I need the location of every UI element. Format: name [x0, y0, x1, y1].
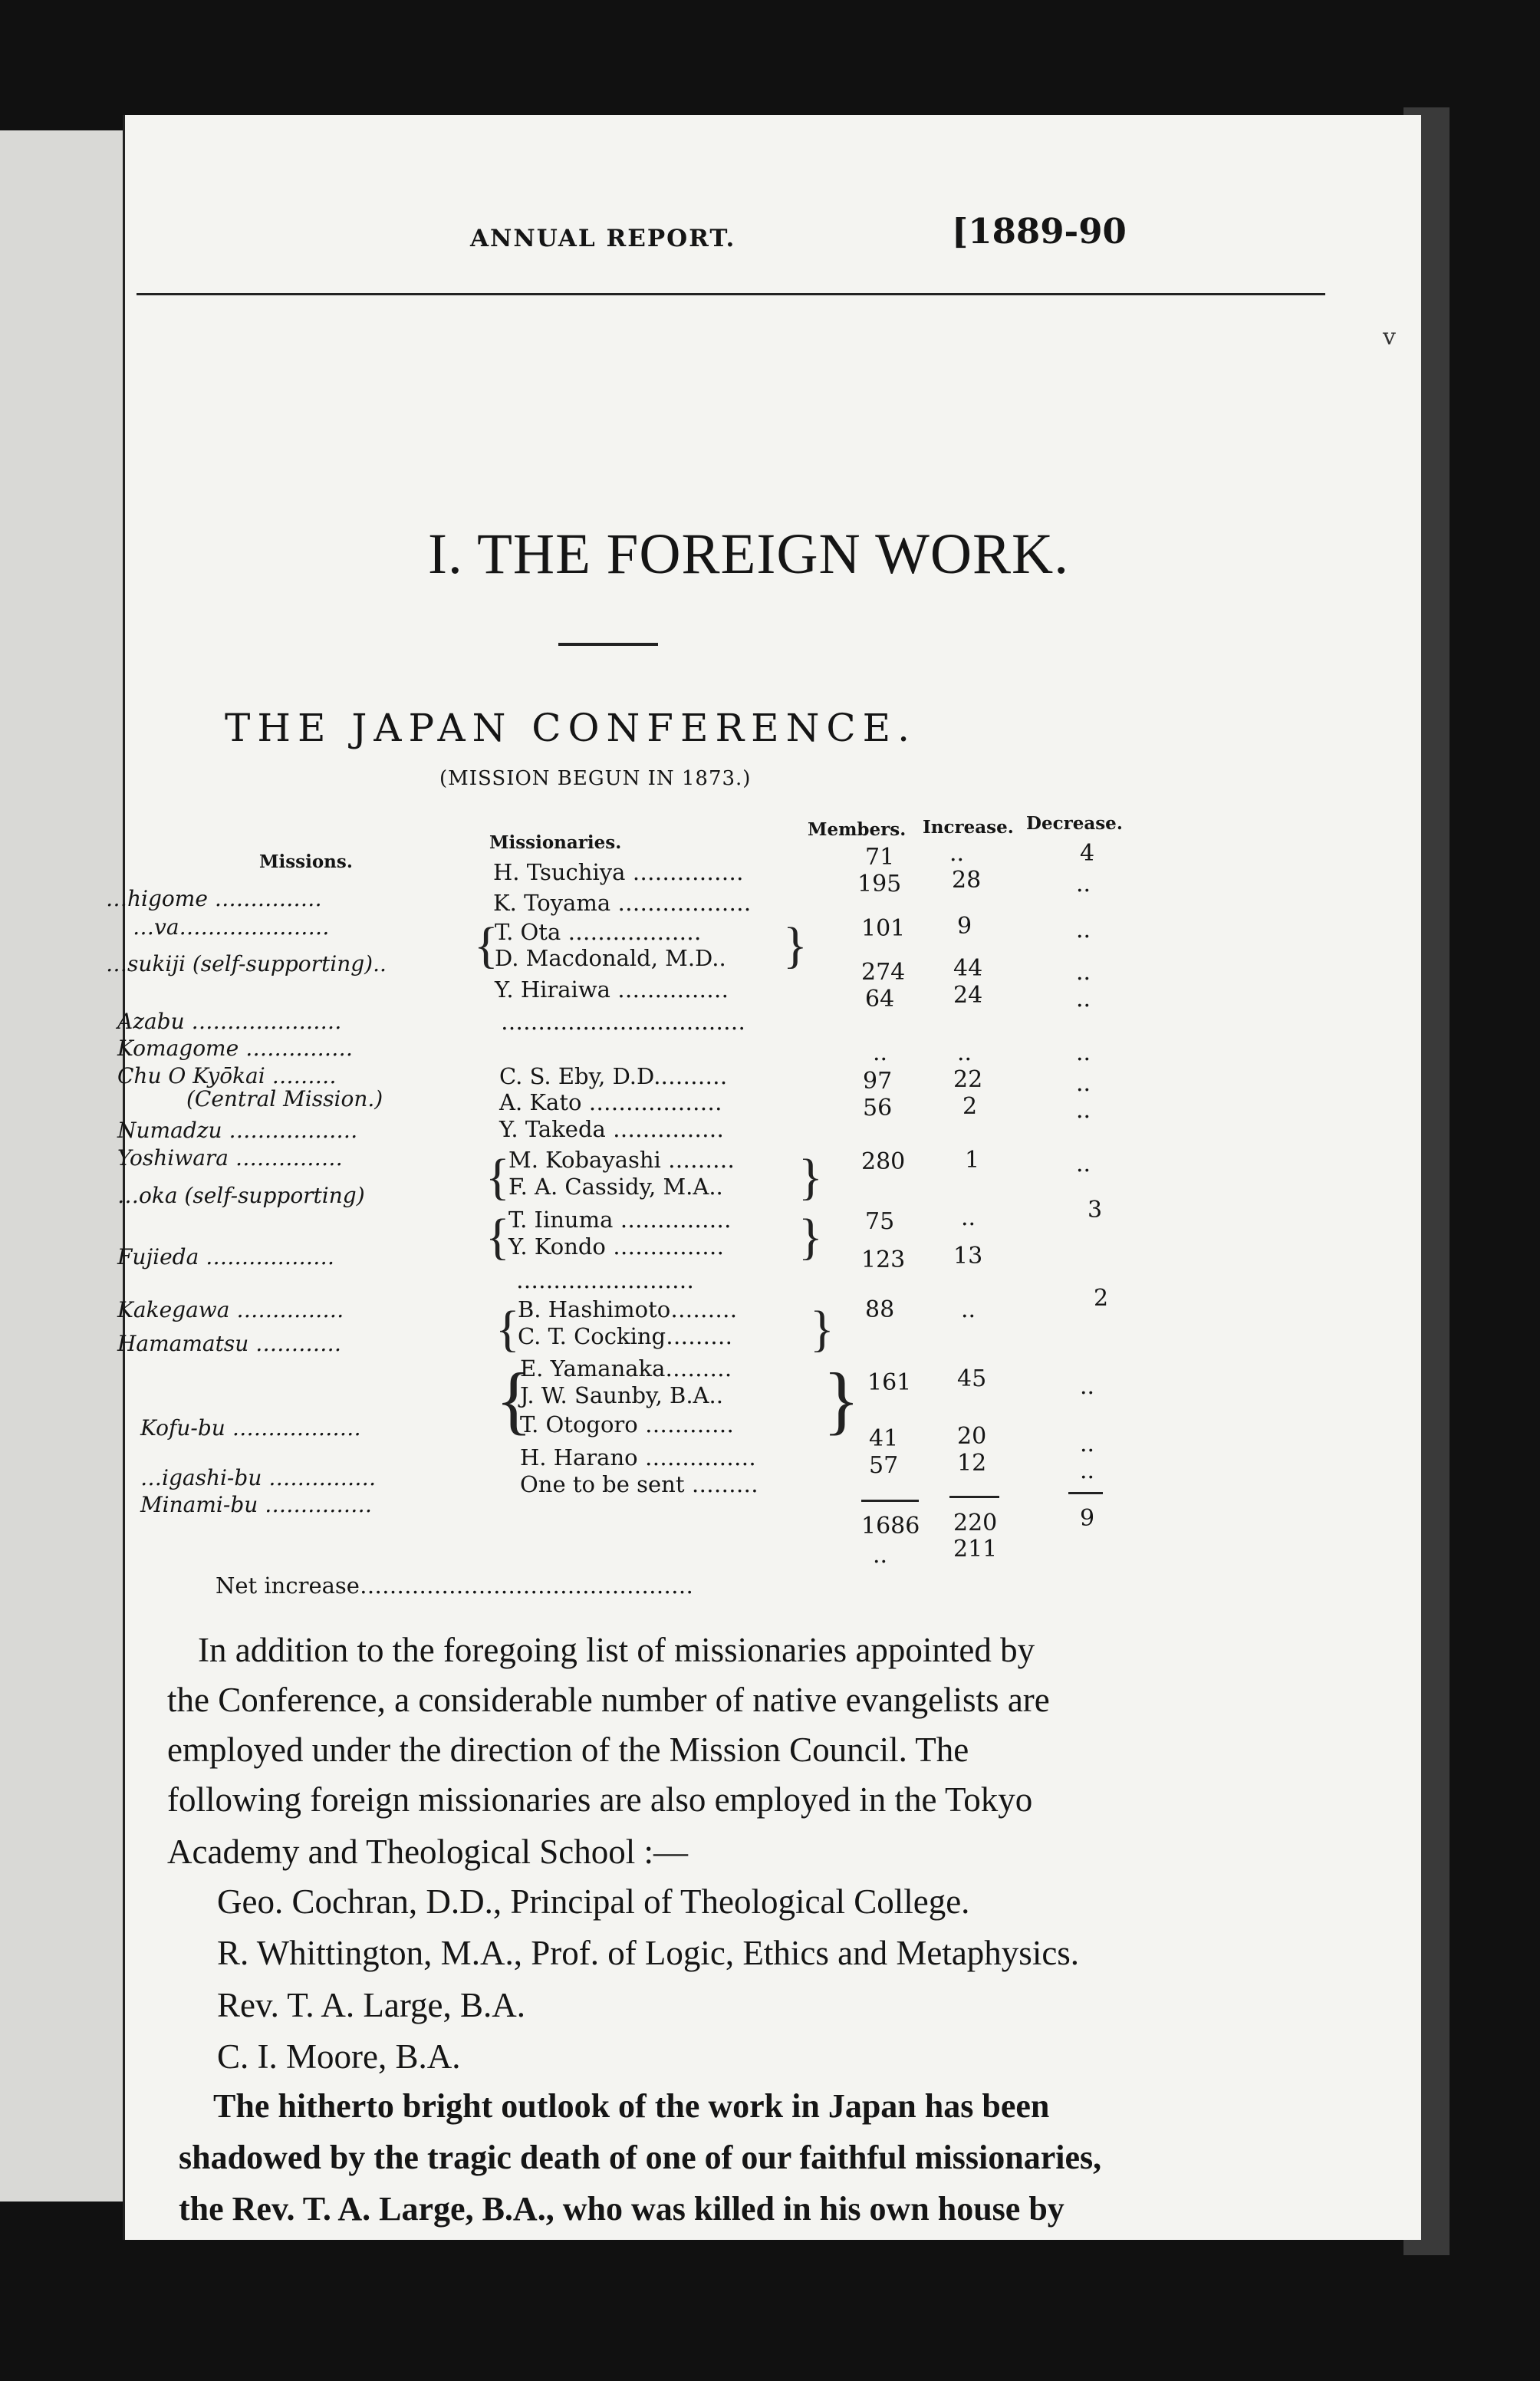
- mission-name: …higome ……………: [106, 886, 322, 911]
- decrease-value: ..: [1076, 1151, 1091, 1177]
- decrease-value: ..: [1076, 917, 1091, 944]
- paragraph-line: The hitherto bright outlook of the work in Japan has been: [213, 2087, 1050, 2125]
- missionary-name: J. W. Saunby, B.A..: [520, 1382, 723, 1408]
- decrease-value: ..: [1076, 1070, 1091, 1097]
- sum-rule: [861, 1500, 919, 1502]
- members-value: 57: [869, 1452, 899, 1479]
- decrease-value: ..: [1076, 959, 1091, 986]
- mission-name: Kofu-bu ………………: [140, 1415, 361, 1441]
- mission-name: Hamamatsu …………: [117, 1331, 342, 1356]
- members-value: 123: [861, 1246, 906, 1273]
- decrease-value: 4: [1080, 840, 1095, 867]
- members-value: 97: [863, 1068, 893, 1095]
- members-value: 71: [865, 844, 895, 871]
- mission-name: Yoshiwara ……………: [117, 1145, 343, 1171]
- report-year: [1889-90: [952, 211, 1127, 252]
- missionary-name: B. Hashimoto………: [518, 1296, 738, 1322]
- missionary-name: M. Kobayashi ………: [508, 1147, 735, 1173]
- mission-name: Kakegawa ……………: [117, 1297, 344, 1322]
- staff-line: R. Whittington, M.A., Prof. of Logic, Ethics and Metaphysics.: [217, 1934, 1080, 1972]
- total-members: 1686: [861, 1513, 920, 1540]
- bracket-left: {: [495, 1357, 532, 1442]
- decrease-value: 3: [1088, 1197, 1103, 1223]
- missionary-name: T. Otogoro …………: [520, 1411, 734, 1437]
- increase-value: 12: [957, 1450, 987, 1477]
- mission-name: (Central Mission.): [186, 1086, 383, 1111]
- missionary-name: C. S. Eby, D.D.………: [499, 1063, 728, 1089]
- members-value: 88: [865, 1296, 895, 1323]
- missionary-name: D. Macdonald, M.D..: [495, 945, 726, 971]
- decrease-value: 2: [1094, 1285, 1109, 1312]
- missionary-name: A. Kato ………………: [499, 1089, 722, 1115]
- members-value: 75: [865, 1208, 895, 1235]
- paragraph-line: the Conference, a considerable number of native evangelists are: [167, 1681, 1050, 1719]
- decrease-value: ..: [1076, 1039, 1091, 1066]
- missionary-name: T. Iinuma ……………: [508, 1207, 732, 1233]
- members-value: 280: [861, 1148, 906, 1175]
- net-increase-value: 211: [953, 1536, 998, 1563]
- paragraph-line: the Rev. T. A. Large, B.A., who was killed in his own house by: [179, 2190, 1065, 2228]
- members-value: ..: [873, 1039, 888, 1066]
- bracket-right: }: [798, 1209, 823, 1265]
- total-decrease: 9: [1080, 1505, 1095, 1532]
- decrease-value: ..: [1080, 1431, 1095, 1457]
- paragraph-line: In addition to the foregoing list of missionaries appointed by: [198, 1631, 1035, 1669]
- missionary-name: E. Yamanaka………: [520, 1355, 732, 1382]
- missionary-name: K. Toyama ………………: [493, 890, 752, 916]
- mission-name: …igashi-bu ……………: [140, 1465, 377, 1490]
- net-increase-label: Net increase………………………………………: [216, 1573, 693, 1599]
- missionary-name: Y. Kondo ……………: [508, 1233, 725, 1260]
- increase-value: 13: [953, 1243, 983, 1270]
- increase-value: 9: [957, 913, 972, 940]
- missionary-name: One to be sent ………: [520, 1471, 758, 1497]
- decrease-value: ..: [1080, 1373, 1095, 1400]
- mission-name: Minami-bu ……………: [140, 1492, 373, 1517]
- total-increase: 220: [953, 1510, 998, 1536]
- sum-rule: [1068, 1492, 1103, 1494]
- conference-title: THE JAPAN CONFERENCE.: [225, 706, 917, 750]
- increase-value: 22: [953, 1066, 983, 1093]
- missionary-name: C. T. Cocking………: [518, 1323, 733, 1349]
- bracket-right: }: [783, 917, 808, 973]
- running-title: ANNUAL REPORT.: [470, 225, 736, 252]
- staff-line: C. I. Moore, B.A.: [217, 2037, 461, 2076]
- missionary-name: Y. Takeda ……………: [499, 1116, 725, 1142]
- conference-subtitle: (MISSION BEGUN IN 1873.): [439, 767, 752, 790]
- header-members: Members.: [808, 819, 907, 840]
- increase-value: ..: [961, 1296, 976, 1323]
- mission-name: …va…………………: [133, 914, 330, 940]
- increase-value: 44: [953, 955, 983, 982]
- decrease-value: ..: [1076, 871, 1091, 897]
- net-increase-members: ..: [873, 1542, 888, 1569]
- mission-name: Fujieda ………………: [117, 1244, 335, 1270]
- staff-line: Geo. Cochran, D.D., Principal of Theological College.: [217, 1882, 970, 1921]
- left-page-edge: [0, 130, 130, 2202]
- mission-name: Chu O Kyōkai ………: [117, 1063, 337, 1088]
- mission-name: …sukiji (self-supporting)..: [106, 951, 387, 976]
- header-missionaries: Missionaries.: [489, 832, 622, 853]
- increase-value: 1: [965, 1147, 980, 1174]
- members-value: 56: [863, 1095, 893, 1121]
- members-value: 195: [857, 871, 902, 897]
- bracket-right: }: [798, 1149, 823, 1205]
- paragraph-line: following foreign missionaries are also employed in the Tokyo: [167, 1780, 1033, 1819]
- bracket-left: {: [474, 917, 499, 973]
- paragraph-line: Academy and Theological School :—: [167, 1833, 688, 1871]
- increase-value: 2: [962, 1093, 978, 1120]
- members-value: 101: [861, 915, 906, 942]
- members-value: 161: [867, 1369, 912, 1396]
- members-value: 64: [865, 986, 895, 1013]
- increase-value: 45: [957, 1365, 987, 1392]
- sum-rule: [949, 1496, 999, 1498]
- folio: v: [1383, 324, 1396, 351]
- increase-value: ..: [949, 840, 965, 867]
- missionary-name: Y. Hiraiwa ……………: [495, 976, 729, 1003]
- increase-value: ..: [957, 1039, 972, 1066]
- bracket-right: }: [823, 1357, 860, 1442]
- missionary-name: H. Harano ……………: [520, 1444, 756, 1470]
- part-title: I. THE FOREIGN WORK.: [428, 522, 1069, 586]
- staff-line: Rev. T. A. Large, B.A.: [217, 1986, 526, 2024]
- increase-value: ..: [961, 1204, 976, 1231]
- missionary-name: H. Tsuchiya ……………: [493, 859, 744, 885]
- members-value: 274: [861, 959, 906, 986]
- mission-name: Numadzu ………………: [117, 1118, 358, 1143]
- increase-value: 24: [953, 982, 983, 1009]
- decrease-value: ..: [1076, 986, 1091, 1013]
- header-missions: Missions.: [259, 851, 353, 872]
- bracket-left: {: [485, 1149, 510, 1205]
- missionary-name: T. Ota ………………: [495, 919, 702, 945]
- paragraph-line: shadowed by the tragic death of one of our faithful missionaries,: [179, 2139, 1102, 2176]
- bracket-left: {: [495, 1301, 520, 1357]
- missionary-name: F. A. Cassidy, M.A..: [508, 1174, 723, 1200]
- mission-name: Azabu …………………: [117, 1009, 342, 1034]
- decrease-value: ..: [1080, 1457, 1095, 1484]
- bracket-left: {: [485, 1209, 510, 1265]
- header-increase: Increase.: [923, 817, 1014, 838]
- mission-name: Komagome ……………: [117, 1036, 354, 1061]
- header-decrease: Decrease.: [1026, 813, 1123, 834]
- paragraph-line: employed under the direction of the Mission Council. The: [167, 1731, 969, 1769]
- decrease-value: ..: [1076, 1097, 1091, 1124]
- members-value: 41: [869, 1425, 899, 1452]
- book-page: [106, 115, 1421, 2240]
- missionary-name: ……………………………: [501, 1009, 745, 1035]
- missionary-name: ……………………: [516, 1267, 694, 1293]
- mission-name: …oka (self-supporting): [117, 1183, 365, 1208]
- bracket-right: }: [810, 1301, 834, 1357]
- increase-value: 28: [952, 867, 982, 894]
- increase-value: 20: [957, 1423, 987, 1450]
